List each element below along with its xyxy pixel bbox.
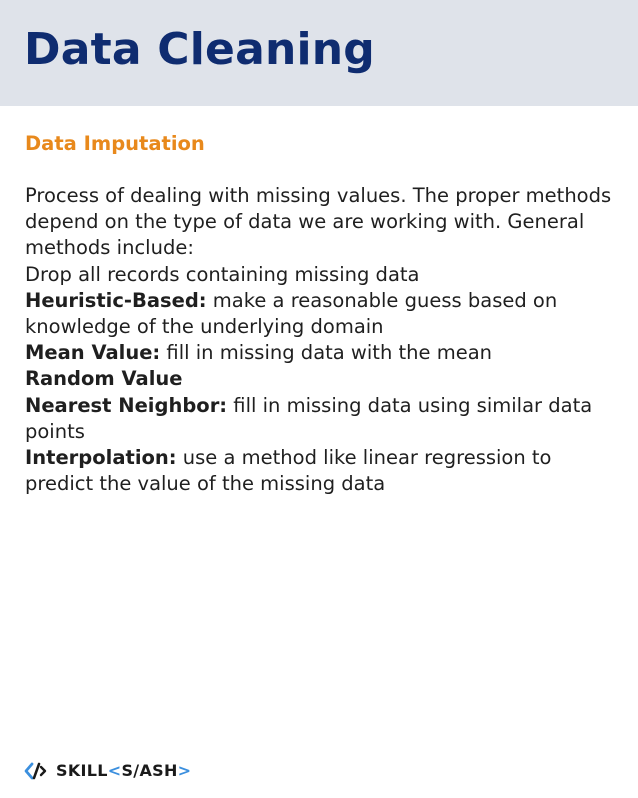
brand-middle: S/ASH — [121, 761, 178, 780]
item-term: Mean Value: — [25, 341, 161, 365]
intro-paragraph: Process of dealing with missing values. The proper methods depend on the type of data we are working with. General methods include: — [25, 184, 612, 260]
item-text: fill in missing data using similar data points — [25, 393, 593, 443]
list-item — [25, 288, 615, 340]
item-text: Drop all records containing missing data — [25, 262, 420, 286]
item-term: Heuristic-Based: — [25, 288, 207, 312]
brand-wordmark — [56, 761, 191, 781]
item-text: use a method like linear regression to predict the value of the missing data — [25, 446, 552, 496]
item-text: fill in missing data with the mean — [160, 341, 493, 365]
brand-accent-close: > — [177, 761, 192, 780]
item-term: Nearest Neighbor: — [25, 393, 228, 417]
footer-brand — [24, 758, 191, 784]
content-body — [25, 183, 615, 497]
brand-accent-open: < — [107, 761, 122, 780]
item-term: Interpolation: — [25, 446, 177, 470]
page-title: Data Cleaning — [24, 24, 375, 75]
header-banner — [0, 0, 638, 106]
brand-prefix: SKILL — [56, 761, 108, 780]
item-term: Random Value — [25, 367, 183, 391]
list-item — [25, 340, 615, 366]
list-item — [25, 366, 615, 392]
code-brackets-icon — [24, 761, 48, 781]
list-item — [25, 445, 615, 497]
section-title: Data Imputation — [25, 132, 205, 155]
item-text: make a reasonable guess based on knowledge of the underlying domain — [25, 288, 558, 339]
list-item — [25, 262, 615, 288]
list-item — [25, 393, 615, 445]
